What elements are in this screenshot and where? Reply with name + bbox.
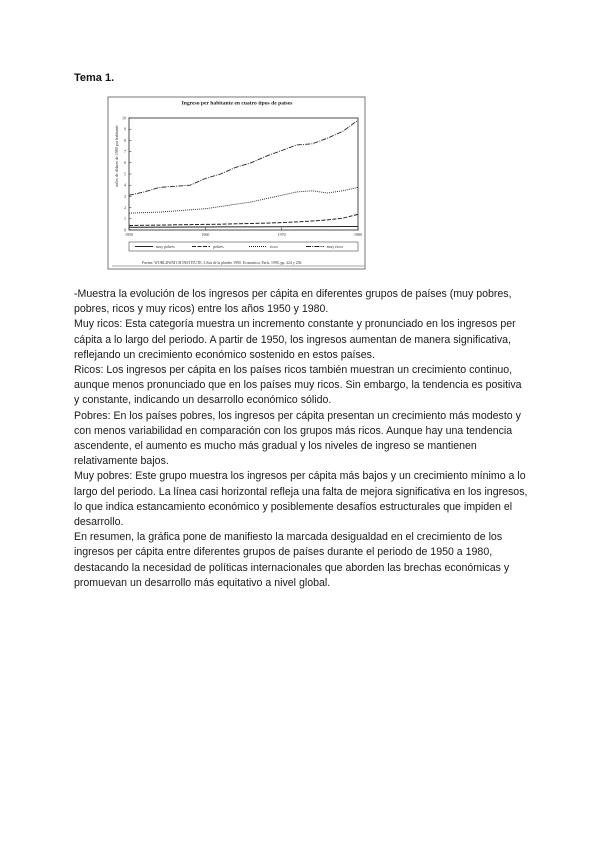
muy-ricos-paragraph: Muy ricos: Esta categoría muestra un incremento constante y pronunciado en los ingresos per cápita a lo largo del periodo. A partir de 1950, los ingresos aumentan de manera significativa, reflejando un crecimiento económico sostenido en estos países.	[74, 318, 516, 361]
ricos-paragraph: Ricos: Los ingresos per cápita en los países ricos también muestran un crecimiento continuo, aunque menos pronunciado que en los países muy ricos. Sin embargo, la tendencia es positiva y constante, indicando un desarrollo económico sólido.	[74, 364, 522, 407]
y-tick-label: 10	[122, 115, 126, 121]
x-tick-label: 1970	[277, 232, 286, 237]
intro-paragraph: -Muestra la evolución de los ingresos per cápita en diferentes grupos de países (muy pobres, pobres, ricos y muy ricos) entre los años 1950 y 1980.	[74, 288, 512, 316]
pobres-paragraph: Pobres: En los países pobres, los ingresos per cápita presentan un crecimiento más modesto y con menos variabilidad en comparación con los grupos más ricos. Aunque hay una tendencia ascendente, el aumento es mucho más gradual y los niveles de ingreso se mantienen relativamente bajos.	[74, 409, 521, 468]
chart-source: Fuente: WORLDWATCH INSTITUTE, L'état de la planète 1990. Economica, París, 1990, pp. 224 y 236	[142, 261, 302, 265]
y-tick-label: 0	[124, 227, 126, 233]
y-tick-label: 2	[124, 205, 126, 210]
y-tick-label: 6	[124, 160, 126, 166]
x-tick-label: 1980	[354, 232, 362, 237]
x-tick-label: 1950	[125, 232, 133, 237]
x-tick-label: 1960	[201, 232, 210, 237]
y-tick-label: 3	[124, 193, 126, 199]
summary-paragraph: En resumen, la gráfica pone de manifiesto la marcada desigualdad en el crecimiento de los ingresos per cápita entre diferentes grupos de países durante el periodo de 1950 a 1980, destacando la necesidad de políticas internacionales que aborden las brechas económicas y promuevan un desarrollo más equitativo a nivel global.	[74, 531, 510, 589]
series-line-muy-pobres	[129, 227, 358, 228]
income-chart	[107, 96, 369, 274]
chart-title: Ingreso per habitante en cuatro tipos de países	[181, 100, 293, 107]
legend-label: muy pobres	[156, 244, 175, 249]
y-axis-label: miles de dólares de 1980 por habitante	[114, 125, 119, 187]
legend-label: muy ricos	[327, 244, 343, 249]
y-tick-label: 4	[124, 182, 126, 188]
y-tick-label: 7	[124, 149, 126, 154]
muy-pobres-paragraph: Muy pobres: Este grupo muestra los ingresos per cápita más bajos y un crecimiento mínimo a lo largo del periodo. La línea casi horizontal refleja una falta de mejora significativa en los ingresos, lo que indica estancamiento económico y posiblemente desafíos estructurales que impiden el desarrollo.	[74, 470, 528, 529]
y-tick-label: 8	[124, 137, 126, 143]
y-tick-label: 5	[124, 171, 126, 177]
y-tick-label: 1	[124, 216, 126, 222]
legend-label: ricos	[270, 244, 278, 249]
income-chart-figure	[107, 96, 369, 274]
body-text	[74, 287, 529, 591]
y-tick-label: 9	[124, 126, 126, 132]
section-heading: Tema 1.	[74, 72, 115, 84]
legend-label: pobres	[213, 244, 224, 249]
